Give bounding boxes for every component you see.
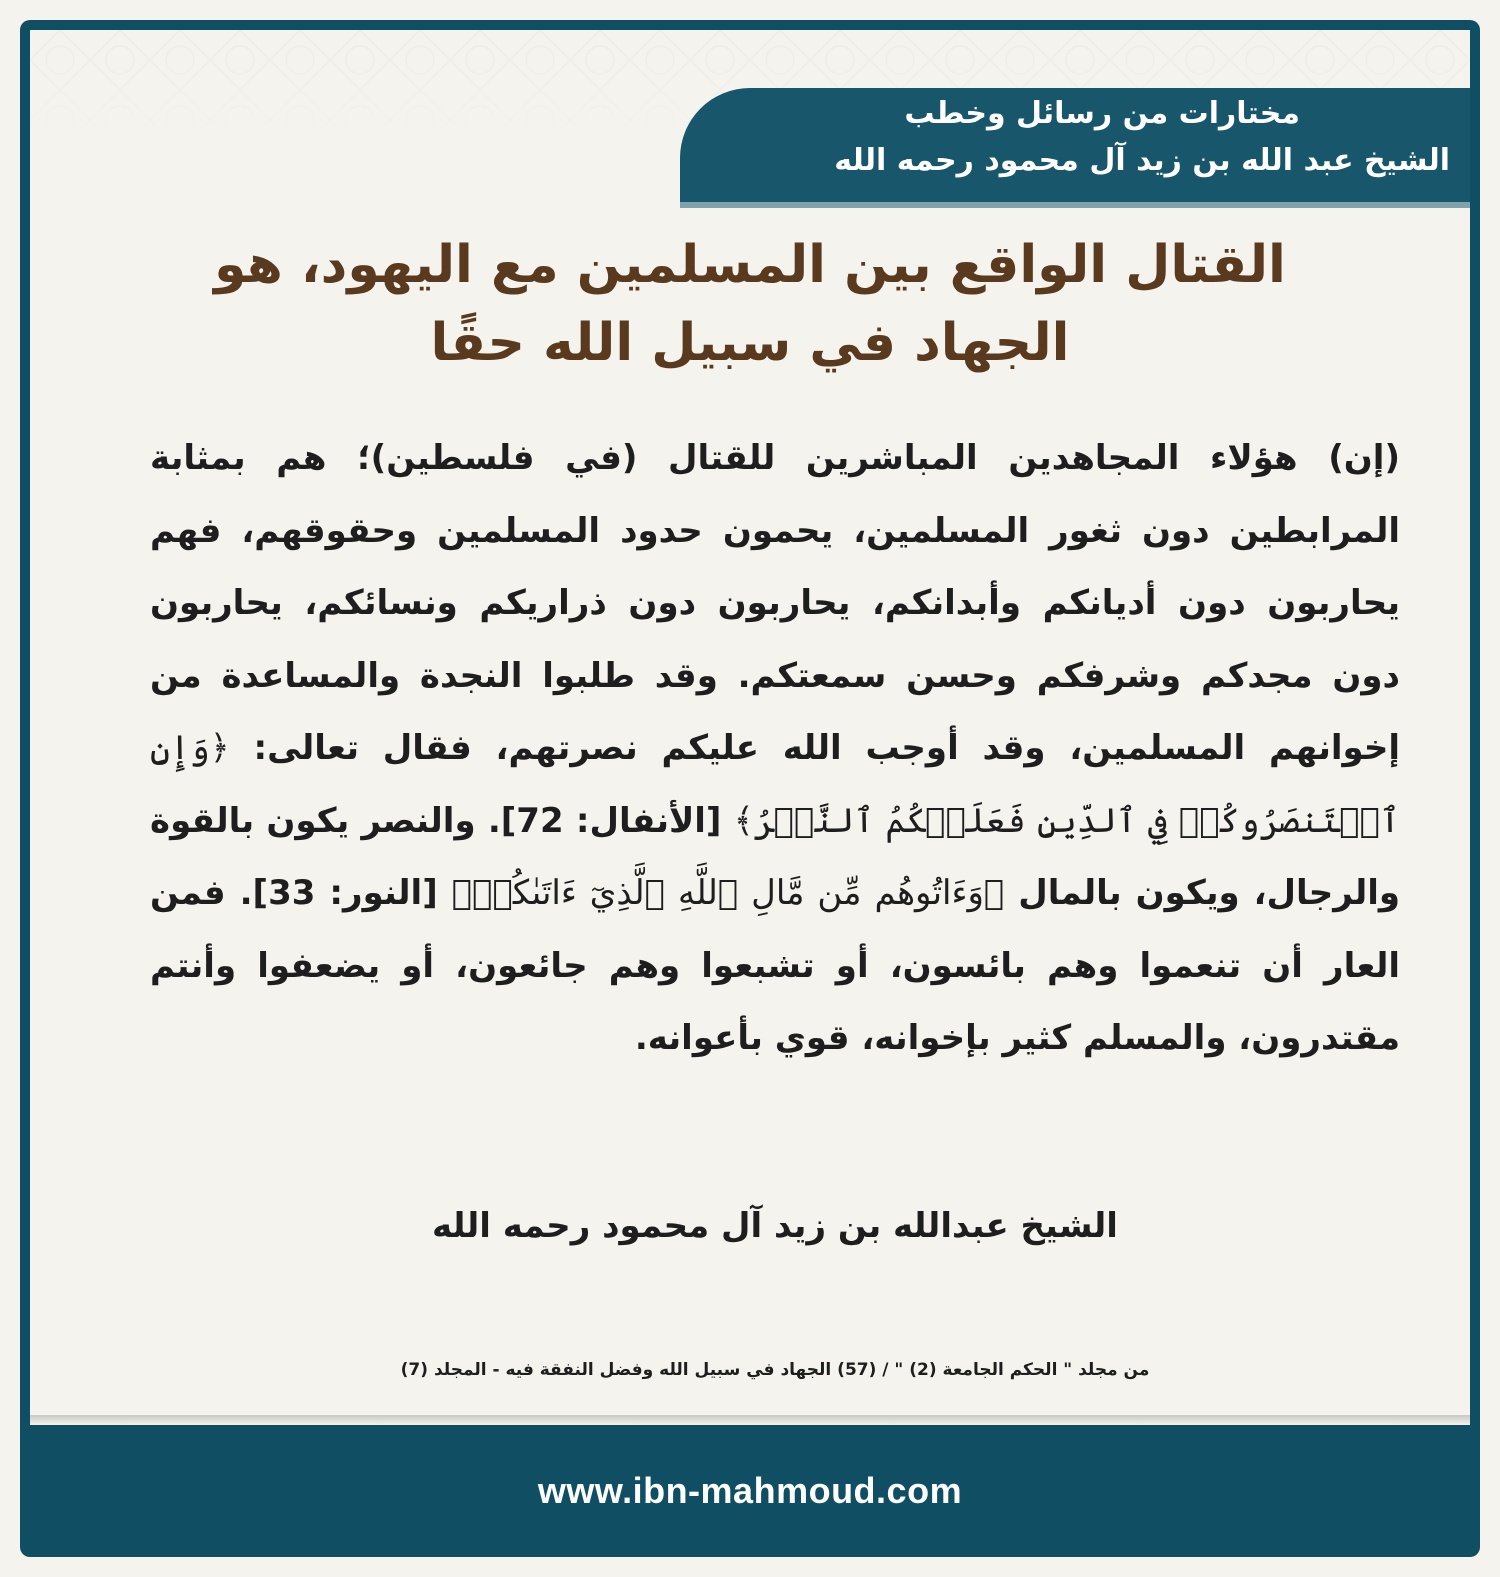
card-frame: [20, 20, 1480, 1557]
signature: الشيخ عبدالله بن زيد آل محمود رحمه الله: [432, 1206, 1118, 1246]
divider-shadow: [30, 1415, 1470, 1425]
title-line-1: القتال الواقع بين المسلمين مع اليهود، هو: [214, 235, 1286, 295]
body-part-3: [النور: 33]. فمن العار أن تنعموا وهم بائسون، أو تشبعوا وهم جائعون، أو يضعفوا وأنتم مقتدرون، والمسلم كثير بإخوانه، قوي بأعوانه.: [150, 873, 1400, 1058]
website-link[interactable]: www.ibn-mahmoud.com: [537, 1470, 963, 1511]
source-citation: من مجلد " الحكم الجامعة (2) " / (57) الجهاد في سبيل الله وفضل النفقة فيه - المجلد (7): [400, 1360, 1150, 1380]
header-series-title: مختارات من رسائل وخطب: [904, 96, 1300, 131]
content-panel: [30, 30, 1470, 1425]
footer-bar: [20, 1425, 1480, 1557]
body-part-2: [الأنفال: 72]. والنصر يكون بالقوة والرجال، ويكون بالمال: [150, 800, 1401, 913]
header-banner: [680, 88, 1470, 208]
body-part-1: (إن) هؤلاء المجاهدين المباشرين للقتال (في فلسطين)؛ هم بمثابة المرابطين دون ثغور المسلمين، يحمون حدود المسلمين وحقوقهم، فهم يحاربون دون أديانكم وأبدانكم، يحاربون دون ذراريكم ونسائكم، يحاربون دون مجدكم وشرفكم وحسن سمعتكم. وقد طلبوا النجدة والمساعدة من إخوانهم المسلمين، وقد أوجب الله عليكم نصرتهم، فقال تعالى:: [150, 438, 1400, 768]
quran-verse-1: ﴿وَإِنِ ٱسۡتَنصَرُوكُمۡ فِي ٱلدِّينِ فَعَلَيۡكُمُ ٱلنَّصۡرُ﴾: [150, 728, 1400, 841]
title-line-2: الجهاد في سبيل الله حقًا: [430, 313, 1070, 373]
article-body: [150, 422, 1400, 1075]
article-title: [150, 226, 1350, 382]
quran-verse-2: ﴿وَءَاتُوهُم مِّن مَّالِ ٱللَّهِ ٱلَّذِيٓ ءَاتَىٰكُمۡ﴾: [451, 873, 1005, 913]
header-author: الشيخ عبد الله بن زيد آل محمود رحمه الله: [834, 143, 1450, 178]
